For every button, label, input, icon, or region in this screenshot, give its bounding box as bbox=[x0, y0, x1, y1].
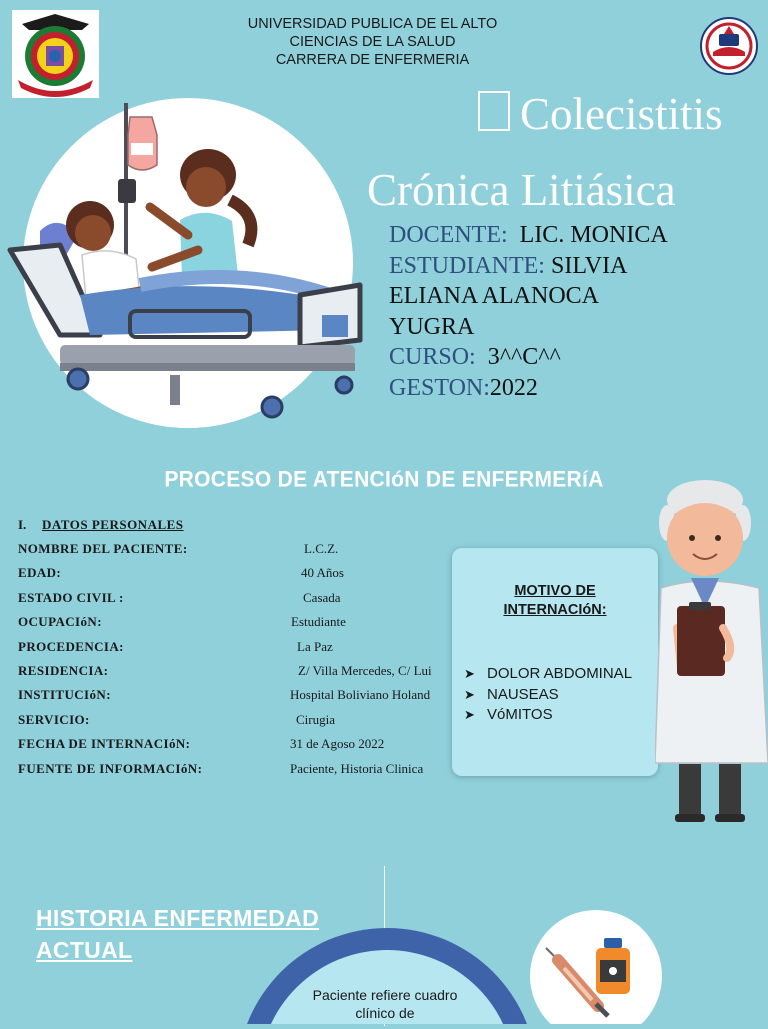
data-row bbox=[18, 541, 458, 565]
arrow-bullet-icon: ➤ bbox=[464, 707, 475, 722]
personal-data-section bbox=[18, 517, 458, 785]
curso-value: 3^^C^^ bbox=[487, 344, 561, 370]
data-row bbox=[18, 761, 458, 785]
curso-label: CURSO: bbox=[389, 344, 476, 370]
data-label: FECHA DE INTERNACIóN: bbox=[18, 736, 191, 752]
arrow-bullet-icon: ➤ bbox=[464, 686, 475, 702]
geston-row bbox=[389, 373, 719, 404]
estudiante-value-cont-1: ELIANA ALANOCA bbox=[389, 283, 599, 309]
list-item bbox=[464, 705, 654, 726]
history-text-line-2: clínico de bbox=[355, 1005, 415, 1021]
hospital-bed-illustration bbox=[0, 85, 372, 435]
data-label: RESIDENCIA: bbox=[18, 662, 109, 678]
data-row bbox=[18, 736, 458, 760]
data-label: PROCEDENCIA: bbox=[18, 638, 124, 654]
university-name: UNIVERSIDAD PUBLICA DE EL ALTO bbox=[247, 16, 498, 32]
estudiante-value: SILVIA bbox=[550, 252, 628, 279]
data-row bbox=[18, 663, 458, 687]
data-label: SERVICIO: bbox=[18, 711, 90, 727]
title-text-1: Colecistitis bbox=[520, 89, 723, 139]
docente-row bbox=[389, 220, 719, 251]
history-heading-line-2: ACTUAL bbox=[36, 937, 133, 963]
faculty-name: CIENCIAS DE LA SALUD bbox=[289, 34, 456, 50]
data-label: FUENTE DE INFORMACIóN: bbox=[18, 760, 203, 776]
data-row bbox=[18, 590, 458, 614]
data-row bbox=[18, 639, 458, 663]
syringe-vial-illustration bbox=[528, 908, 664, 1024]
estudiante-value-cont-2: YUGRA bbox=[389, 313, 475, 340]
checkbox-glyph-icon bbox=[478, 91, 510, 131]
arrow-bullet-icon: ➤ bbox=[464, 666, 475, 681]
data-label: EDAD: bbox=[18, 565, 62, 581]
doctor-illustration bbox=[655, 478, 768, 824]
data-value: Z/ Villa Mercedes, C/ Lui bbox=[298, 662, 432, 678]
nursing-faculty-logo bbox=[700, 8, 758, 84]
section-heading: DATOS PERSONALES bbox=[42, 517, 184, 532]
data-value: L.C.Z. bbox=[304, 541, 339, 556]
personal-data-heading bbox=[18, 517, 458, 541]
list-item-text: NAUSEAS bbox=[487, 685, 559, 703]
data-value: Casada bbox=[303, 589, 341, 605]
data-value: Estudiante bbox=[291, 614, 346, 630]
docente-label: DOCENTE: bbox=[389, 222, 508, 248]
career-name: CARRERA DE ENFERMERIA bbox=[275, 52, 470, 68]
data-value: Hospital Boliviano Holand bbox=[290, 687, 431, 703]
data-value: Cirugia bbox=[296, 711, 335, 727]
estudiante-row bbox=[389, 251, 719, 282]
data-label: ESTADO CIVIL : bbox=[18, 589, 124, 605]
data-row bbox=[18, 712, 458, 736]
curso-row bbox=[389, 342, 719, 373]
list-item-text: DOLOR ABDOMINAL bbox=[487, 665, 633, 682]
list-item bbox=[464, 664, 654, 685]
section-number: I. bbox=[18, 517, 27, 532]
data-value: 31 de Agoso 2022 bbox=[290, 736, 385, 752]
admission-reason-title-line-2: INTERNACIóN: bbox=[503, 602, 607, 618]
geston-label: GESTON: bbox=[389, 374, 490, 401]
history-text-line-1: Paciente refiere cuadro bbox=[312, 987, 458, 1003]
admission-reason-title-line-1: MOTIVO DE bbox=[514, 583, 596, 599]
admission-reason-list bbox=[464, 664, 654, 726]
data-label: NOMBRE DEL PACIENTE: bbox=[18, 541, 188, 556]
section-title: PROCESO DE ATENCIóN DE ENFERMERíA bbox=[164, 467, 604, 492]
history-heading-line-1: HISTORIA ENFERMEDAD bbox=[36, 905, 319, 931]
list-item bbox=[464, 685, 654, 706]
admission-reason-title bbox=[452, 582, 658, 620]
list-item-text: VóMITOS bbox=[487, 706, 553, 723]
institution-header bbox=[200, 15, 545, 69]
data-value: Paciente, Historia Clinica bbox=[290, 760, 424, 776]
data-value: La Paz bbox=[297, 638, 333, 654]
estudiante-label: ESTUDIANTE: bbox=[389, 252, 545, 279]
docente-value: LIC. MONICA bbox=[519, 222, 668, 248]
geston-value: 2022 bbox=[489, 374, 538, 401]
data-label: OCUPACIóN: bbox=[18, 614, 102, 630]
presentation-info bbox=[389, 220, 719, 403]
data-label: INSTITUCIóN: bbox=[18, 687, 111, 703]
data-row bbox=[18, 565, 458, 589]
data-row bbox=[18, 687, 458, 711]
data-row bbox=[18, 614, 458, 638]
admission-reason-card bbox=[452, 548, 658, 776]
history-text bbox=[300, 986, 470, 1022]
data-value: 40 Años bbox=[301, 565, 344, 581]
title-line-2: Crónica Litiásica bbox=[367, 165, 676, 215]
title-line-1 bbox=[478, 88, 723, 140]
